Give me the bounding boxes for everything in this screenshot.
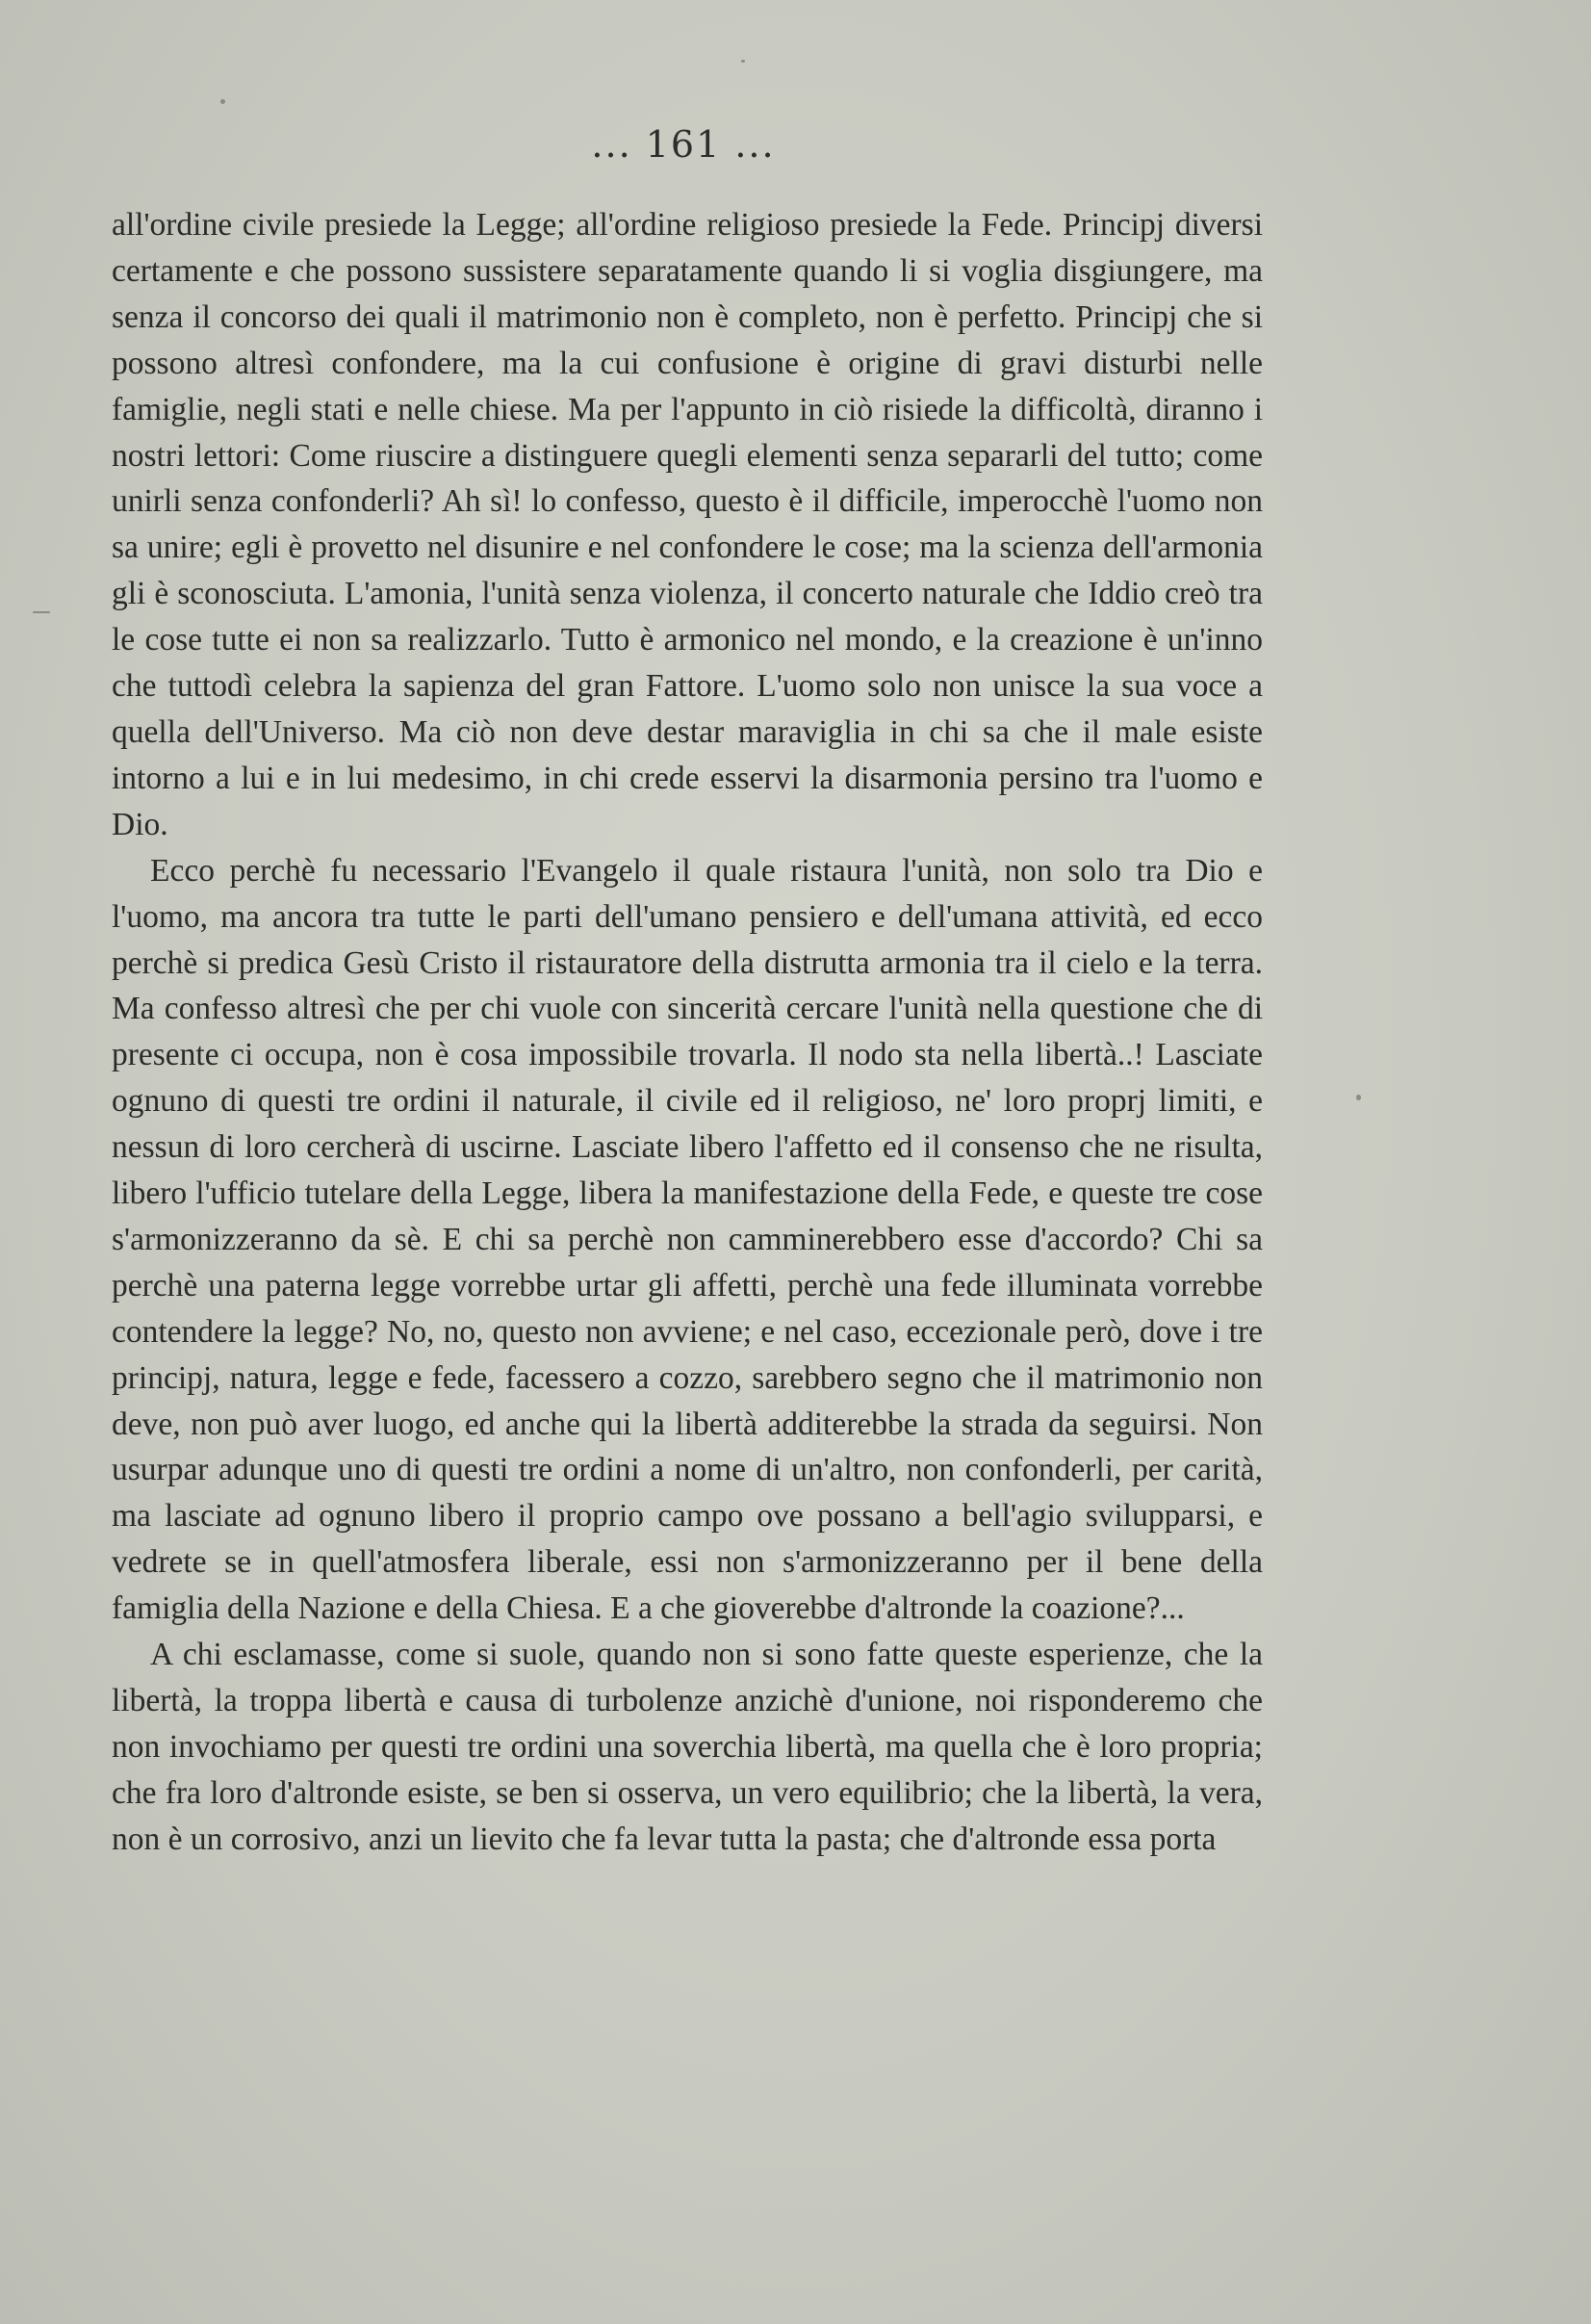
page-number: ... 161 ... <box>591 123 776 166</box>
paragraph-1: all'ordine civile presiede la Legge; all'ordine religioso presiede la Fede. Principj diversi certamente e che possono sussistere separatamente quando li si voglia disgiungere, ma senza il concorso dei quali il matrimonio non è completo, non è perfetto. Principj che si possono altresì confondere, ma la cui confusione è origine di gravi disturbi nelle famiglie, negli stati e nelle chiese. Ma per l'appunto in ciò risiede la difficoltà, diranno i nostri lettori: Come riuscire a distinguere quegli elementi senza separarli del tutto; come unirli senza confonderli? Ah sì! lo confesso, questo è il difficile, imperocchè l'uomo non sa unire; egli è provetto nel disunire e nel confondere le cose; ma la scienza dell'armonia gli è sconosciuta. L'amonia, l'unità senza violenza, il concerto naturale che Iddio creò tra le cose tutte ei non sa realizzarlo. Tutto è armonico nel mondo, e la creazione è un'inno che tuttodì celebra la sapienza del gran Fattore. L'uomo solo non unisce la sua voce a quella dell'Universo. Ma ciò non deve destar maraviglia in chi sa che il male esiste intorno a lui e in lui medesimo, in chi crede esservi la disarmonia persino tra l'uomo e Dio. <box>112 207 1263 842</box>
paragraph-2: Ecco perchè fu necessario l'Evangelo il quale ristaura l'unità, non solo tra Dio e l'uomo, ma ancora tra tutte le parti dell'umano pensiero e dell'umana attività, ed ecco perchè si predica Gesù Cristo il ristauratore della distrutta armonia tra il cielo e la terra. Ma confesso altresì che per chi vuole con sincerità cercare l'unità nella questione che di presente ci occupa, non è cosa impossibile trovarla. Il nodo sta nella libertà..! Lasciate ognuno di questi tre ordini il naturale, il civile ed il religioso, ne' loro proprj limiti, e nessun di loro cercherà di uscirne. Lasciate libero l'affetto ed il consenso che ne risulta, libero l'ufficio tutelare della Legge, libera la manifestazione della Fede, e queste tre cose s'armonizzeranno da sè. E chi sa perchè non camminerebbero esse d'accordo? Chi sa perchè una paterna legge vorrebbe urtar gli affetti, perchè una fede illuminata vorrebbe contendere la legge? No, no, questo non avviene; e nel caso, eccezionale però, dove i tre principj, natura, legge e fede, facessero a cozzo, sarebbero segno che il matrimonio non deve, non può aver luogo, ed anche qui la libertà additerebbe la strada da seguirsi. Non usurpar adunque uno di questi tre ordini a nome di un'altro, non confonderli, per carità, ma lasciate ad ognuno libero il proprio campo ove possano a bell'agio svilupparsi, e vedrete se in quell'atmosfera liberale, essi non s'armonizzeranno per il bene della famiglia della Nazione e della Chiesa. E a che gioverebbe d'altronde la coazione?... <box>112 852 1263 1627</box>
paragraph-3: A chi esclamasse, come si suole, quando non si sono fatte queste esperienze, che la libertà, la troppa libertà e causa di turbolenze anzichè d'unione, noi risponderemo che non invochiamo per questi tre ordini una soverchia libertà, ma quella che è loro propria; che fra loro d'altronde esiste, se ben si osserva, un vero equilibrio; che la libertà, la vera, non è un corrosivo, anzi un lievito che fa levar tutta la pasta; che d'altronde essa porta <box>112 1637 1263 1857</box>
paper-speck <box>741 60 745 63</box>
paper-speck <box>220 99 225 104</box>
body-text <box>112 202 1263 1863</box>
paper-speck <box>33 611 50 613</box>
paper-speck <box>1356 1095 1361 1100</box>
